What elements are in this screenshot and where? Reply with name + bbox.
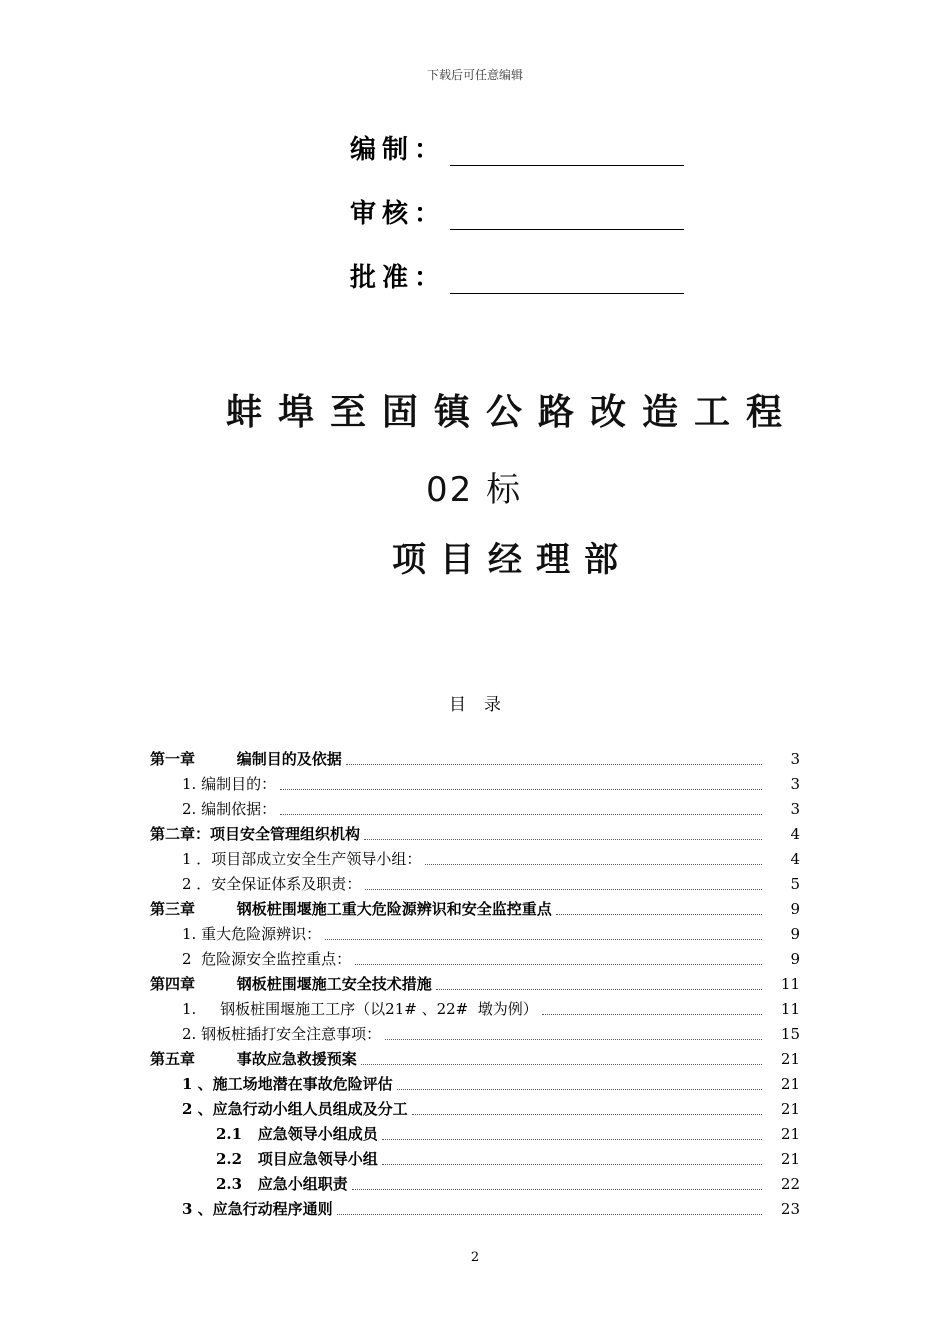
toc-entry-title: 2.3 应急小组职责	[216, 1175, 348, 1193]
toc-entry[interactable]	[150, 846, 810, 871]
toc-leader-dots	[382, 1139, 762, 1140]
toc-entry[interactable]	[150, 1146, 810, 1171]
project-department: 项目经理部	[392, 540, 632, 580]
signature-line	[450, 195, 684, 230]
toc-entry-page: 9	[790, 899, 800, 918]
toc-entry[interactable]	[150, 771, 810, 796]
toc-entry-page: 11	[780, 974, 800, 993]
toc-entry-title: 2 危险源安全监控重点：	[182, 950, 352, 968]
toc-entry-title: 1 ．项目部成立安全生产领导小组：	[182, 850, 422, 868]
toc-entry-page: 21	[780, 1074, 800, 1093]
signature-row-reviewed	[350, 190, 684, 230]
table-of-contents	[150, 746, 810, 1221]
toc-leader-dots	[556, 914, 762, 915]
signature-row-approved	[350, 254, 684, 294]
toc-leader-dots	[412, 1114, 762, 1115]
toc-entry-page: 22	[780, 1174, 800, 1193]
toc-entry[interactable]	[150, 796, 810, 821]
toc-entry-title: 1. 编制目的：	[182, 775, 277, 793]
toc-entry-title: 2.1 应急领导小组成员	[216, 1125, 378, 1143]
toc-entry-page: 9	[790, 949, 800, 968]
toc-entry-page: 23	[780, 1199, 800, 1218]
toc-entry-page: 3	[790, 774, 800, 793]
toc-leader-dots	[436, 989, 762, 990]
toc-entry-page: 3	[790, 799, 800, 818]
toc-entry[interactable]	[150, 1196, 810, 1221]
toc-entry-title: 3 、应急行动程序通则	[182, 1200, 333, 1218]
toc-heading: 目录	[449, 695, 519, 715]
toc-entry[interactable]	[150, 946, 810, 971]
toc-entry-page: 21	[780, 1049, 800, 1068]
toc-entry-title: 第一章 编制目的及依据	[150, 750, 342, 768]
signature-line	[450, 131, 684, 166]
toc-leader-dots	[365, 889, 762, 890]
toc-entry-title: 第三章 钢板桩围堰施工重大危险源辨识和安全监控重点	[150, 900, 552, 918]
toc-entry[interactable]	[150, 896, 810, 921]
toc-leader-dots	[361, 1064, 762, 1065]
toc-entry-title: 第二章：项目安全管理组织机构	[150, 825, 361, 843]
toc-leader-dots	[425, 864, 762, 865]
toc-entry[interactable]	[150, 1071, 810, 1096]
toc-entry-page: 9	[790, 924, 800, 943]
signature-line	[450, 259, 684, 294]
project-section: 02 标	[426, 470, 523, 510]
toc-entry[interactable]	[150, 1171, 810, 1196]
toc-entry-title: 1. 钢板桩围堰施工工序（以21# 、22# 墩为例）	[182, 1000, 538, 1018]
toc-leader-dots	[325, 939, 762, 940]
toc-entry[interactable]	[150, 821, 810, 846]
toc-leader-dots	[346, 764, 762, 765]
signature-label: 编制：	[350, 135, 447, 165]
toc-leader-dots	[337, 1214, 762, 1215]
header-note: 下载后可任意编辑	[426, 68, 523, 82]
toc-entry-title: 第五章 事故应急救援预案	[150, 1050, 357, 1068]
toc-entry-title: 2 ．安全保证体系及职责：	[182, 875, 362, 893]
toc-leader-dots	[352, 1189, 762, 1190]
toc-entry[interactable]	[150, 1096, 810, 1121]
toc-entry-title: 2. 编制依据：	[182, 800, 277, 818]
toc-entry[interactable]	[150, 996, 810, 1021]
toc-entry-title: 第四章 钢板桩围堰施工安全技术措施	[150, 975, 432, 993]
page-number: 2	[470, 1250, 480, 1265]
toc-entry-title: 1 、施工场地潜在事故危险评估	[182, 1075, 393, 1093]
toc-leader-dots	[355, 964, 762, 965]
toc-entry-page: 21	[780, 1149, 800, 1168]
toc-entry-title: 1. 重大危险源辨识：	[182, 925, 322, 943]
toc-entry-title: 2. 钢板桩插打安全注意事项：	[182, 1025, 382, 1043]
toc-entry-page: 21	[780, 1124, 800, 1143]
toc-entry[interactable]	[150, 1046, 810, 1071]
toc-entry-title: 2.2 项目应急领导小组	[216, 1150, 378, 1168]
toc-leader-dots	[382, 1164, 762, 1165]
toc-entry-page: 11	[780, 999, 800, 1018]
toc-entry-page: 21	[780, 1099, 800, 1118]
toc-entry-page: 5	[790, 874, 800, 893]
toc-entry[interactable]	[150, 921, 810, 946]
toc-entry-page: 4	[790, 824, 800, 843]
toc-leader-dots	[397, 1089, 762, 1090]
toc-entry[interactable]	[150, 871, 810, 896]
toc-entry[interactable]	[150, 971, 810, 996]
project-title: 蚌埠至固镇公路改造工程	[225, 392, 798, 433]
toc-leader-dots	[280, 789, 762, 790]
toc-entry-title: 2 、应急行动小组人员组成及分工	[182, 1100, 408, 1118]
signature-label: 审核：	[350, 199, 447, 229]
toc-entry[interactable]	[150, 1121, 810, 1146]
toc-leader-dots	[542, 1014, 762, 1015]
toc-entry-page: 15	[780, 1024, 800, 1043]
toc-entry-page: 3	[790, 749, 800, 768]
signature-label: 批准：	[350, 263, 447, 293]
toc-leader-dots	[364, 839, 762, 840]
toc-leader-dots	[385, 1039, 762, 1040]
signature-row-compiled	[350, 126, 684, 166]
toc-leader-dots	[280, 814, 762, 815]
toc-entry-page: 4	[790, 849, 800, 868]
toc-entry[interactable]	[150, 1021, 810, 1046]
toc-entry[interactable]	[150, 746, 810, 771]
